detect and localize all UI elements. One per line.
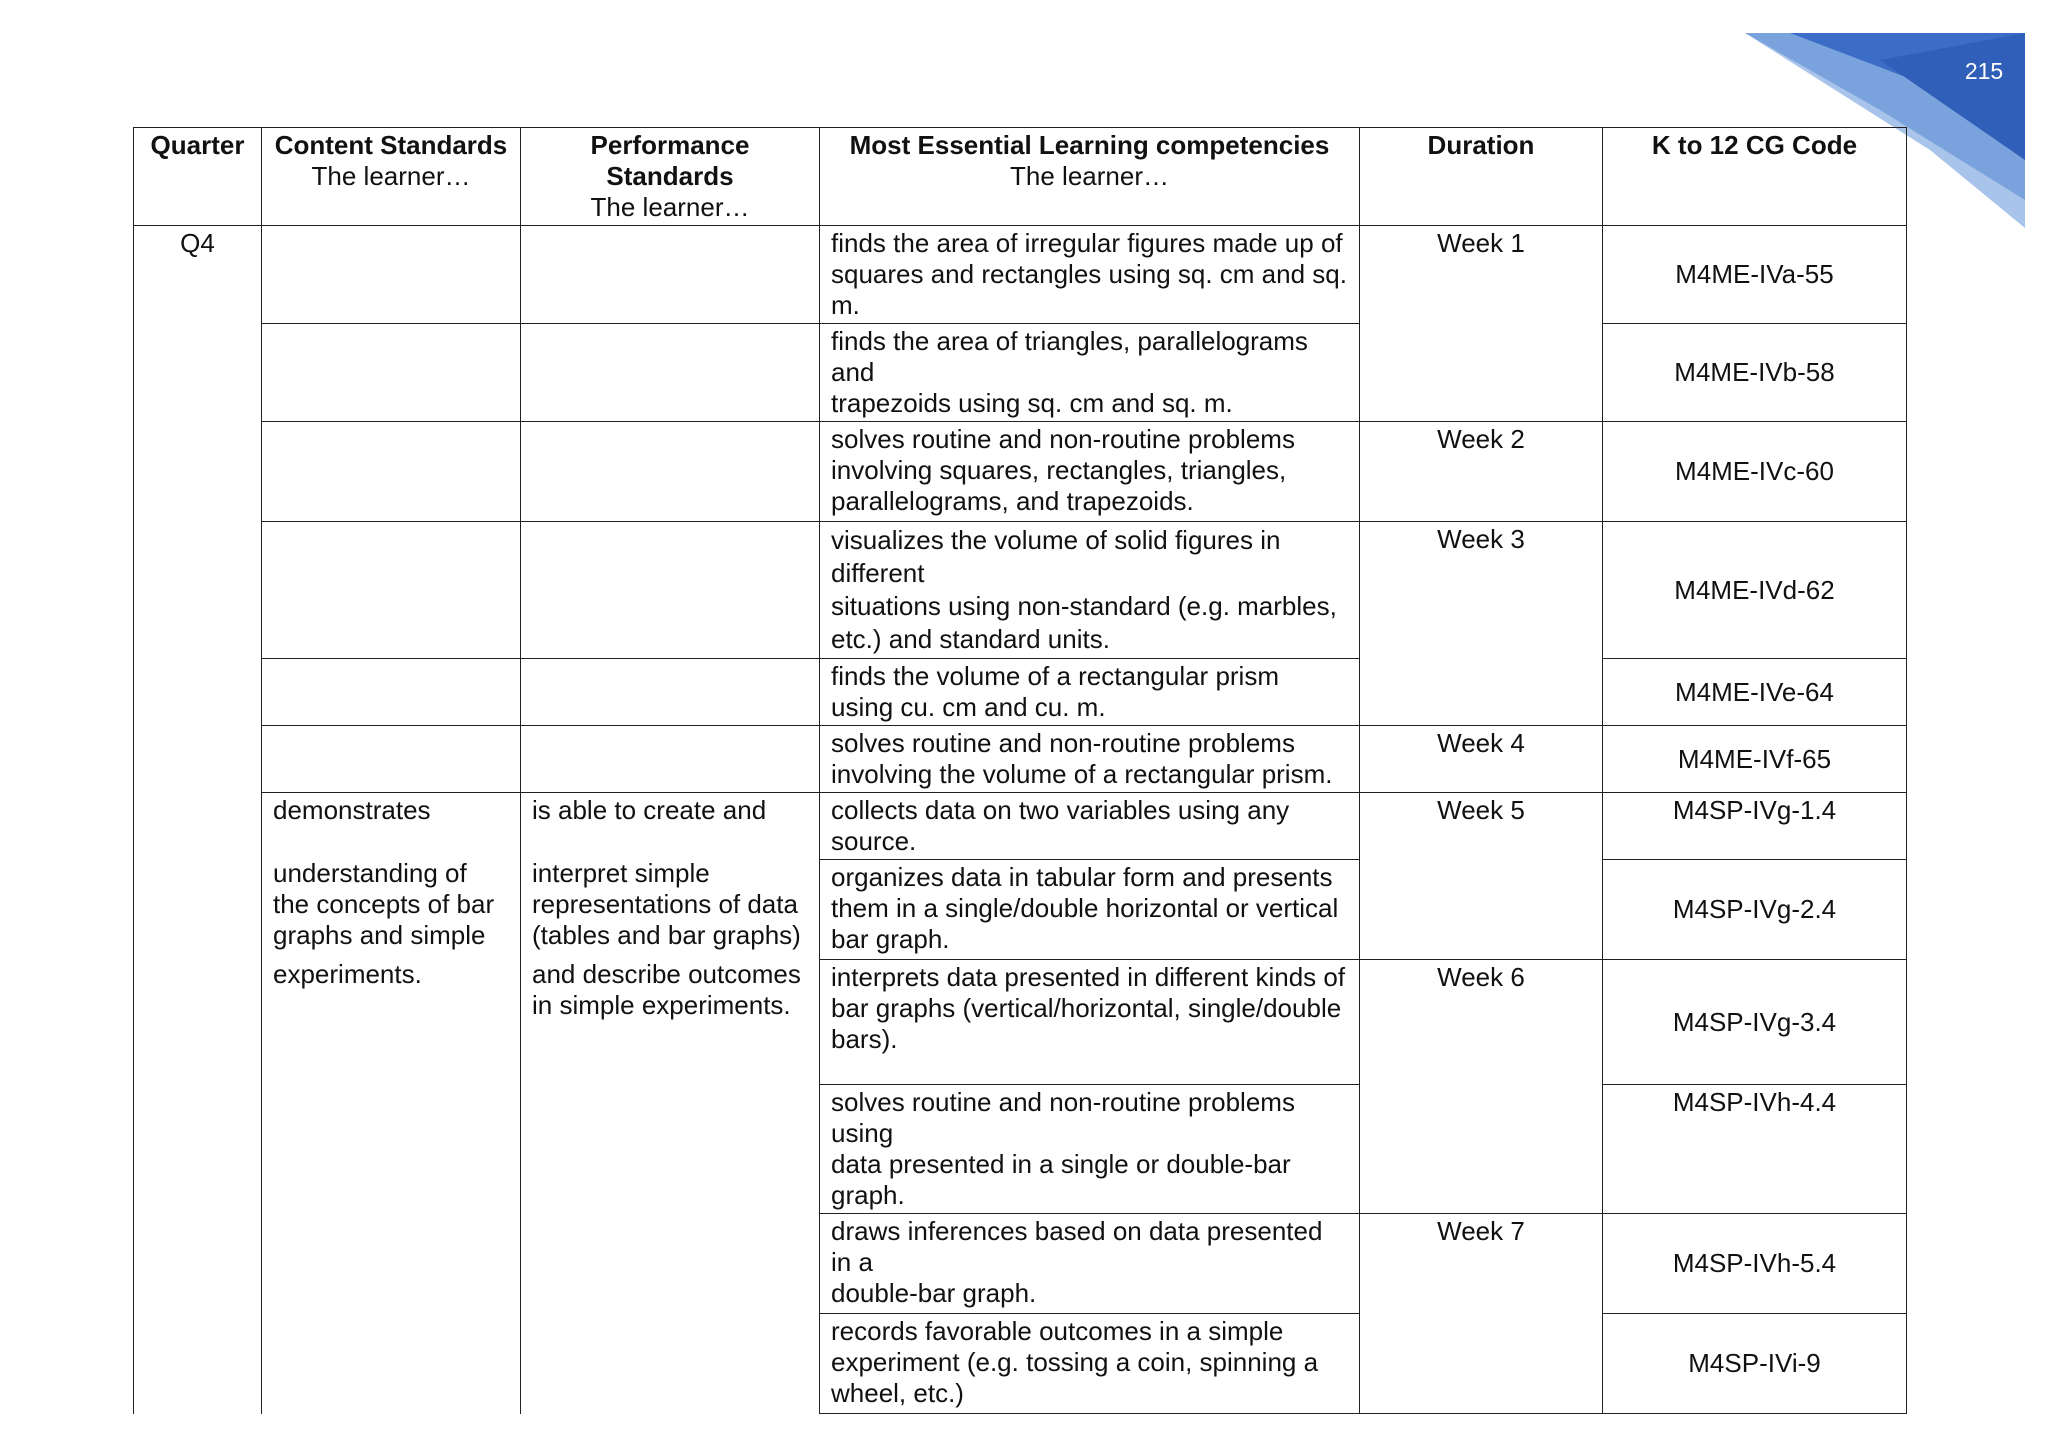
content-standard-line: experiments. — [273, 959, 422, 989]
competency-cell: finds the volume of a rectangular prism using cu. cm and cu. m. — [820, 659, 1360, 726]
performance-standard-line: is able to create and — [532, 795, 767, 825]
content-cell-empty — [262, 659, 521, 726]
code-cell: M4SP-IVi-9 — [1603, 1314, 1907, 1414]
content-cell-empty — [262, 422, 521, 522]
header-performance-standards: Performance Standards The learner… — [521, 128, 820, 226]
page-number: 215 — [1964, 58, 2004, 84]
duration-cell: Week 5 — [1360, 793, 1603, 960]
code-cell: M4ME-IVb-58 — [1603, 324, 1907, 422]
code-cell: M4ME-IVf-65 — [1603, 726, 1907, 793]
competency-cell: organizes data in tabular form and presents them in a single/double horizontal or vertical bar graph. — [820, 860, 1360, 960]
code-cell: M4ME-IVd-62 — [1603, 522, 1907, 659]
competency-cell: records favorable outcomes in a simple experiment (e.g. tossing a coin, spinning a wheel, etc.) — [820, 1314, 1360, 1414]
competency-cell: solves routine and non-routine problems involving squares, rectangles, triangles, parallelograms, and trapezoids. — [820, 422, 1360, 522]
content-standard-cell — [262, 793, 521, 1414]
content-cell-empty — [262, 522, 521, 659]
competency-cell: visualizes the volume of solid figures in different situations using non-standard (e.g. marbles, etc.) and standard units. — [820, 522, 1360, 659]
performance-cell-empty — [521, 324, 820, 422]
competency-cell: solves routine and non-routine problems using data presented in a single or double-bar graph. — [820, 1085, 1360, 1214]
performance-cell-empty — [521, 659, 820, 726]
duration-cell: Week 7 — [1360, 1214, 1603, 1414]
performance-standard-line: interpret simple representations of data (tables and bar graphs) — [532, 858, 801, 950]
table-row — [134, 659, 1907, 726]
code-cell: M4SP-IVg-2.4 — [1603, 860, 1907, 960]
table-row — [134, 726, 1907, 793]
competency-cell: finds the area of irregular figures made up of squares and rectangles using sq. cm and sq. m. — [820, 226, 1360, 324]
performance-cell-empty — [521, 226, 820, 324]
competency-cell: finds the area of triangles, parallelograms and trapezoids using sq. cm and sq. m. — [820, 324, 1360, 422]
content-cell-empty — [262, 226, 521, 324]
table-row — [134, 522, 1907, 659]
performance-standard-cell — [521, 793, 820, 1414]
header-quarter: Quarter — [134, 128, 262, 226]
table-row — [134, 422, 1907, 522]
table-row — [134, 324, 1907, 422]
content-standard-line: understanding of the concepts of bar graphs and simple — [273, 858, 495, 950]
table-row — [134, 226, 1907, 324]
code-cell: M4ME-IVc-60 — [1603, 422, 1907, 522]
competency-cell: collects data on two variables using any source. — [820, 793, 1360, 860]
header-row — [134, 128, 1907, 226]
header-cg-code: K to 12 CG Code — [1603, 128, 1907, 226]
content-cell-empty — [262, 324, 521, 422]
quarter-cell: Q4 — [134, 226, 262, 1414]
code-cell: M4SP-IVg-3.4 — [1603, 960, 1907, 1085]
competency-cell: draws inferences based on data presented in a double-bar graph. — [820, 1214, 1360, 1314]
content-standard-line: demonstrates — [273, 795, 431, 825]
duration-cell: Week 4 — [1360, 726, 1603, 793]
table-row — [134, 793, 1907, 860]
competency-cell: interprets data presented in different kinds of bar graphs (vertical/horizontal, single/double bars). — [820, 960, 1360, 1085]
code-cell: M4SP-IVh-4.4 — [1603, 1085, 1907, 1214]
code-cell: M4ME-IVe-64 — [1603, 659, 1907, 726]
performance-cell-empty — [521, 726, 820, 793]
header-melc: Most Essential Learning competencies The learner… — [820, 128, 1360, 226]
header-duration: Duration — [1360, 128, 1603, 226]
performance-cell-empty — [521, 522, 820, 659]
code-cell: M4SP-IVg-1.4 — [1603, 793, 1907, 860]
content-cell-empty — [262, 726, 521, 793]
duration-cell: Week 3 — [1360, 522, 1603, 726]
header-content-standards: Content Standards The learner… — [262, 128, 521, 226]
duration-cell: Week 1 — [1360, 226, 1603, 422]
performance-standard-line: and describe outcomes in simple experiments. — [532, 959, 801, 1020]
performance-cell-empty — [521, 422, 820, 522]
code-cell: M4SP-IVh-5.4 — [1603, 1214, 1907, 1314]
code-cell: M4ME-IVa-55 — [1603, 226, 1907, 324]
duration-cell: Week 2 — [1360, 422, 1603, 522]
curriculum-table — [133, 127, 1907, 1414]
competency-cell: solves routine and non-routine problems involving the volume of a rectangular prism. — [820, 726, 1360, 793]
duration-cell: Week 6 — [1360, 960, 1603, 1214]
